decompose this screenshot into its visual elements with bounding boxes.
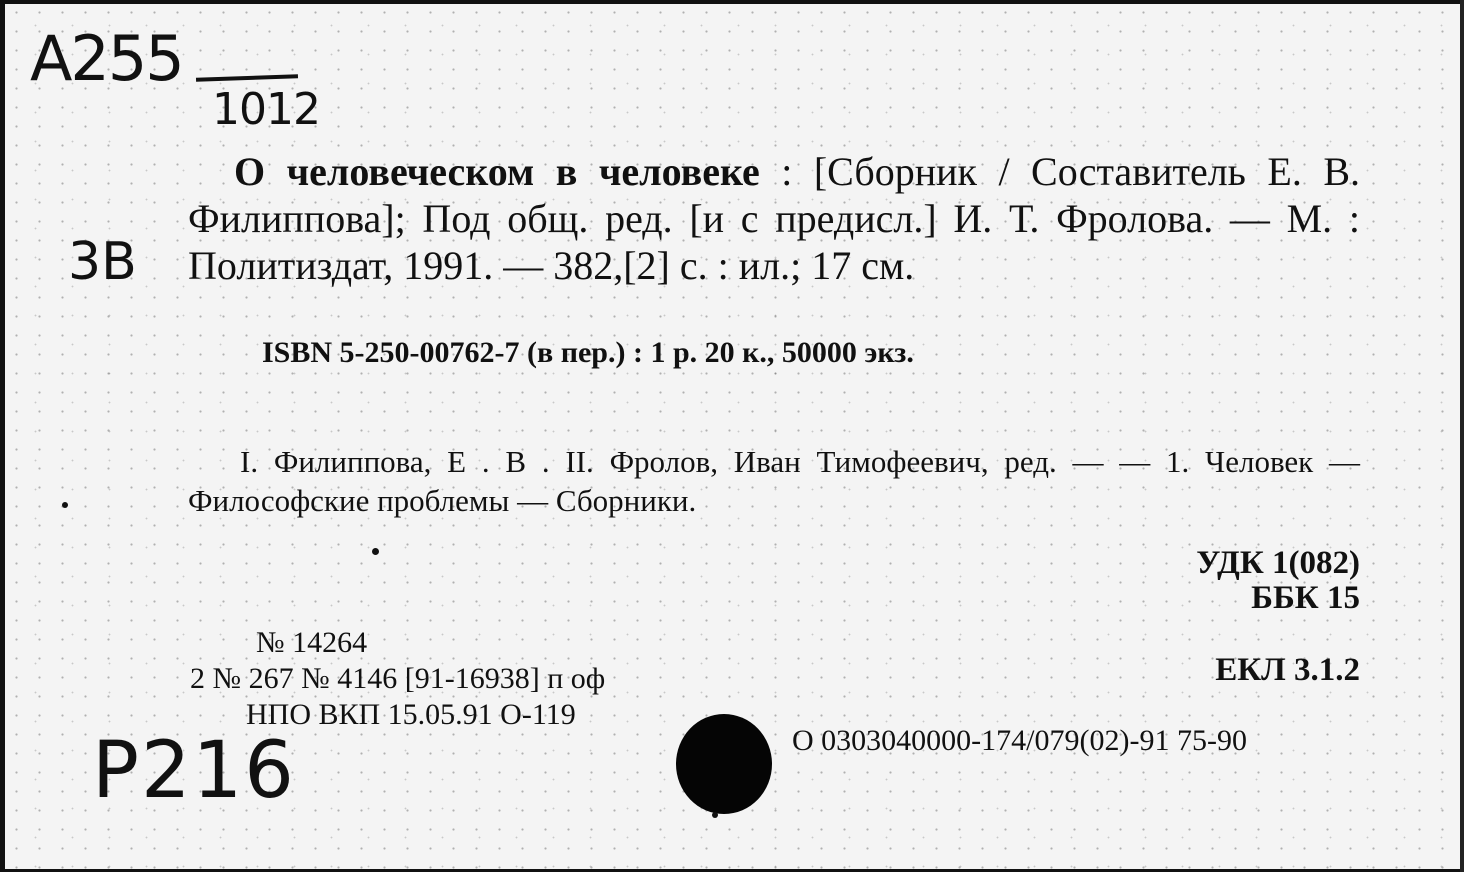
card-right-edge (1460, 0, 1464, 872)
handwritten-mark-left: 3В (68, 232, 137, 292)
call-number-divider (196, 74, 298, 82)
publication-code: О 0303040000-174/079(02)-91 75-90 (792, 724, 1247, 757)
card-top-edge (0, 0, 1464, 4)
description-text: : [Сборник / Составитель Е. В. Филиппова]; Под общ. ред. [и с предисл.] И. Т. Фролова. — М. : Политиздат, 1991. — 382,[2] с. : ил.; 17 см. (188, 149, 1361, 288)
isbn-line: ISBN 5-250-00762-7 (в пер.) : 1 р. 20 к., 50000 экз. (262, 336, 914, 369)
bibliographic-description (188, 148, 1360, 289)
ekl-code: ЕКЛ 3.1.2 (1215, 652, 1360, 688)
speck (712, 812, 718, 818)
bbk-code: ББК 15 (1251, 580, 1360, 616)
call-number-sub: 1012 (212, 84, 320, 135)
subject-headings: I. Филиппова, Е . В . II. Фролов, Иван Тимофеевич, ред. — — 1. Человек — Философские проблемы — Сборники. (188, 444, 1360, 518)
speck (62, 502, 68, 508)
handwritten-mark-bottom: Р216 (92, 726, 296, 816)
card-left-edge (0, 0, 5, 872)
book-title: О человеческом в человеке (234, 149, 760, 194)
order-number-line-1: № 14264 (256, 626, 368, 659)
punch-hole-dot (676, 714, 772, 814)
speck (372, 548, 379, 555)
order-number-line-3: НПО ВКП 15.05.91 О-119 (246, 698, 576, 731)
call-number-main: А255 (30, 22, 183, 95)
udk-code: УДК 1(082) (1196, 545, 1360, 581)
order-number-line-2: 2 № 267 № 4146 [91-16938] п оф (190, 662, 606, 695)
